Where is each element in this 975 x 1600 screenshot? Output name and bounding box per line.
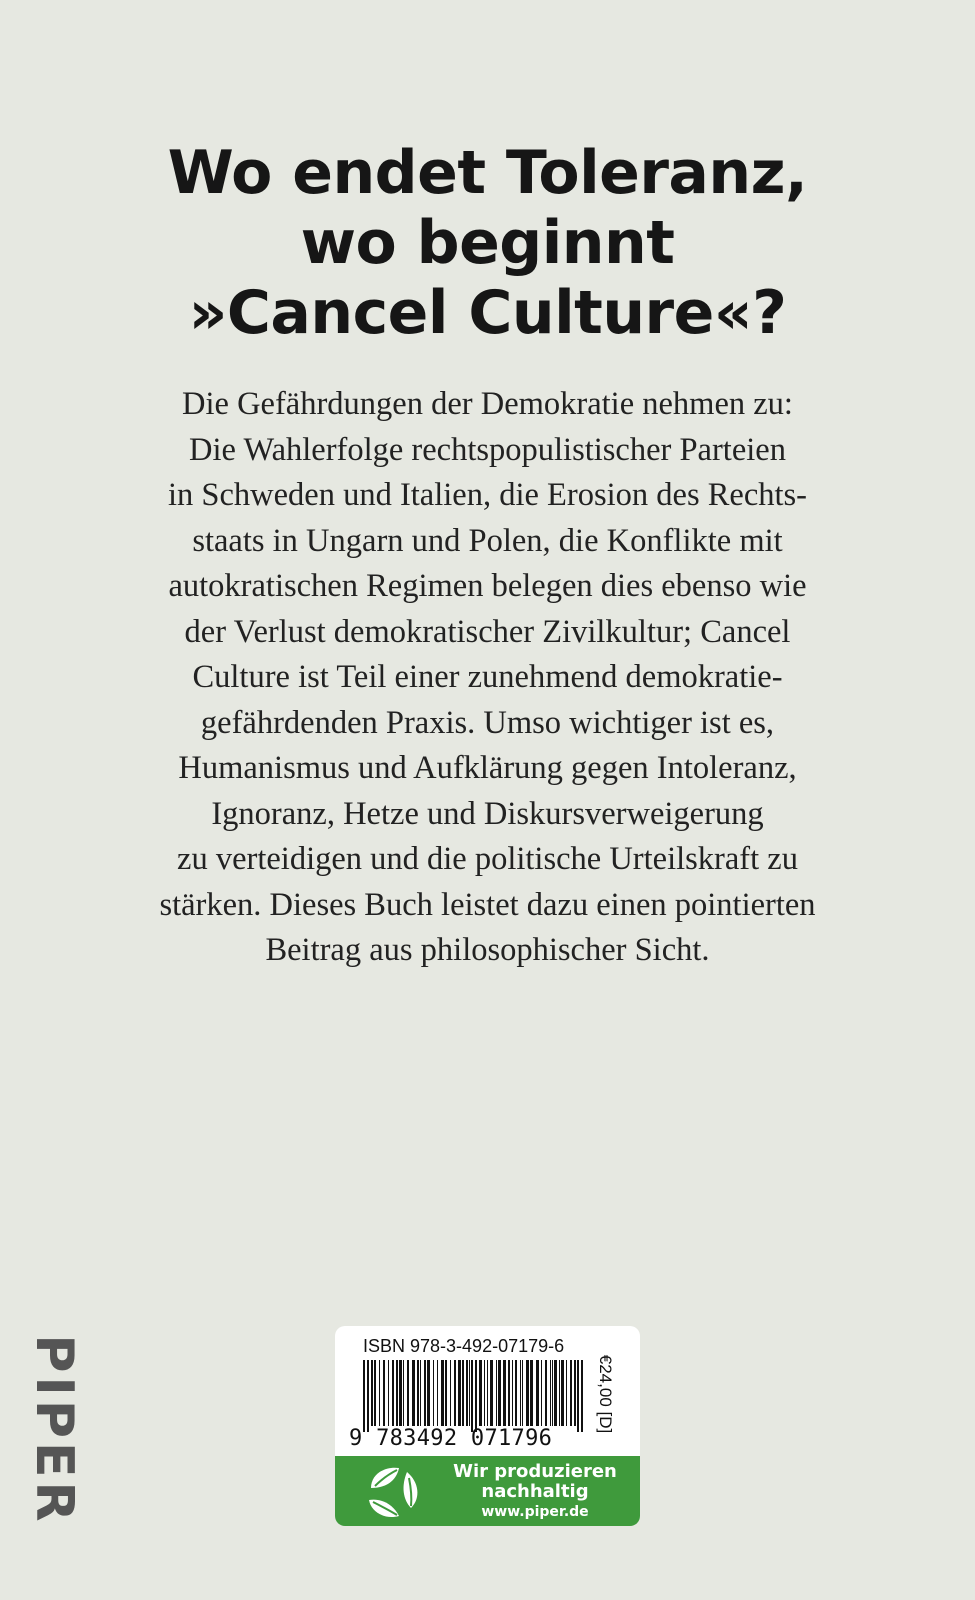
barcode-bar [420,1360,421,1426]
barcode-bar [471,1360,473,1432]
barcode-bar [427,1360,430,1426]
barcode-bar [403,1360,404,1426]
blurb-line: Humanismus und Aufklärung gegen Intoleranz, [178,750,797,786]
publisher-name: PIPER [24,1334,84,1526]
barcode-bar [450,1360,451,1426]
barcode-bar [520,1360,521,1426]
barcode-bar [490,1360,493,1426]
barcode-bar [581,1360,583,1432]
barcode-bar [566,1360,567,1426]
barcode-bar [466,1360,468,1426]
blurb-line: Beitrag aus philosophischer Sicht. [265,932,710,968]
barcode-bar [437,1360,438,1426]
barcode-bar [508,1360,510,1426]
barcode-bar [388,1360,389,1426]
blurb-line: gefährdenden Praxis. Umso wichtiger ist es, [200,704,775,741]
barcode-bar [526,1360,529,1426]
headline-line-1: Wo endet Toleranz, [167,138,808,208]
blurb-line: Die Gefährdungen der Demokratie nehmen zu: [182,386,793,422]
barcode-bar [458,1360,461,1426]
barcode-bar [530,1360,533,1426]
barcode-bar [379,1360,380,1426]
blurb-line: in Schweden und Italien, die Erosion des Rechts- [167,477,808,513]
publisher-logo [24,1330,84,1530]
blurb-line: der Verlust demokratischer Zivilkultur; Cancel [184,613,791,650]
headline [0,138,975,348]
barcode-bar [374,1360,376,1426]
barcode-bar [515,1360,517,1426]
barcode-bar [484,1360,485,1426]
isbn-label: ISBN 978-3-492-07179-6 [363,1336,565,1356]
blurb-line: stärken. Dieses Buch leistet dazu einen pointierten [159,886,816,923]
sustainability-text [435,1462,635,1522]
headline-line-3: »Cancel Culture«? [188,278,787,348]
blurb-line: staats in Ungarn und Polen, die Konflikte mit [192,522,783,559]
barcode-bar [561,1360,564,1426]
barcode-bar [522,1360,523,1426]
blurb-line: zu verteidigen und die politische Urteilskraft zu [177,841,798,877]
blurb-line: Die Wahlerfolge rechtspopulistischer Parteien [189,431,786,468]
barcode-bar [536,1360,539,1426]
barcode-bar [454,1360,456,1426]
leaf-recycle-icon [363,1462,425,1522]
price: €24,00 [D] [596,1354,615,1434]
barcode-bar [570,1360,572,1426]
barcode-bar [550,1360,551,1426]
barcode-bar [407,1360,409,1426]
blurb-line: Ignoranz, Hetze und Diskursverweigerung [211,795,764,832]
barcode-bar [445,1360,447,1426]
headline-line-2: wo beginnt [300,208,675,278]
barcode-bar [396,1360,398,1426]
barcode-bar [363,1360,365,1432]
barcode-bar [552,1360,553,1426]
price-tag [590,1334,620,1454]
barcode-bar [541,1360,542,1426]
sustainability-line-1: Wir produzieren [453,1461,617,1482]
blurb-text [0,382,975,974]
barcode-bar [559,1360,560,1426]
barcode-bar [496,1360,497,1426]
publisher-url: www.piper.de [481,1504,589,1520]
barcode-bar [412,1360,415,1426]
barcode-bar [554,1360,557,1426]
barcode-bar [574,1360,576,1426]
barcode-bar [469,1360,470,1426]
barcode [363,1360,583,1432]
barcode-bar [475,1360,477,1432]
barcode-bar [367,1360,369,1432]
barcode-bar [392,1360,394,1426]
barcode-bar [441,1360,444,1426]
barcode-bar [399,1360,402,1426]
barcode-bar [545,1360,547,1426]
barcode-bar [417,1360,419,1426]
barcode-bar [424,1360,426,1426]
barcode-bar [371,1360,373,1426]
barcode-bar [487,1360,488,1426]
barcode-bar [512,1360,513,1426]
barcode-bar [498,1360,501,1426]
sustainability-line-2: nachhaltig [481,1481,589,1502]
barcode-digits: 9 783492 071796 [349,1426,553,1451]
barcode-bar [383,1360,385,1426]
sustainability-badge [335,1456,640,1526]
barcode-bar [479,1360,482,1426]
blurb-line: Culture ist Teil einer zunehmend demokratie- [192,659,783,695]
barcode-bar [462,1360,464,1426]
barcode-bar [577,1360,579,1432]
barcode-bar [433,1360,434,1426]
barcode-panel [335,1326,640,1526]
barcode-bar [503,1360,506,1426]
blurb-line: autokratischen Regimen belegen dies ebenso wie [168,568,807,604]
